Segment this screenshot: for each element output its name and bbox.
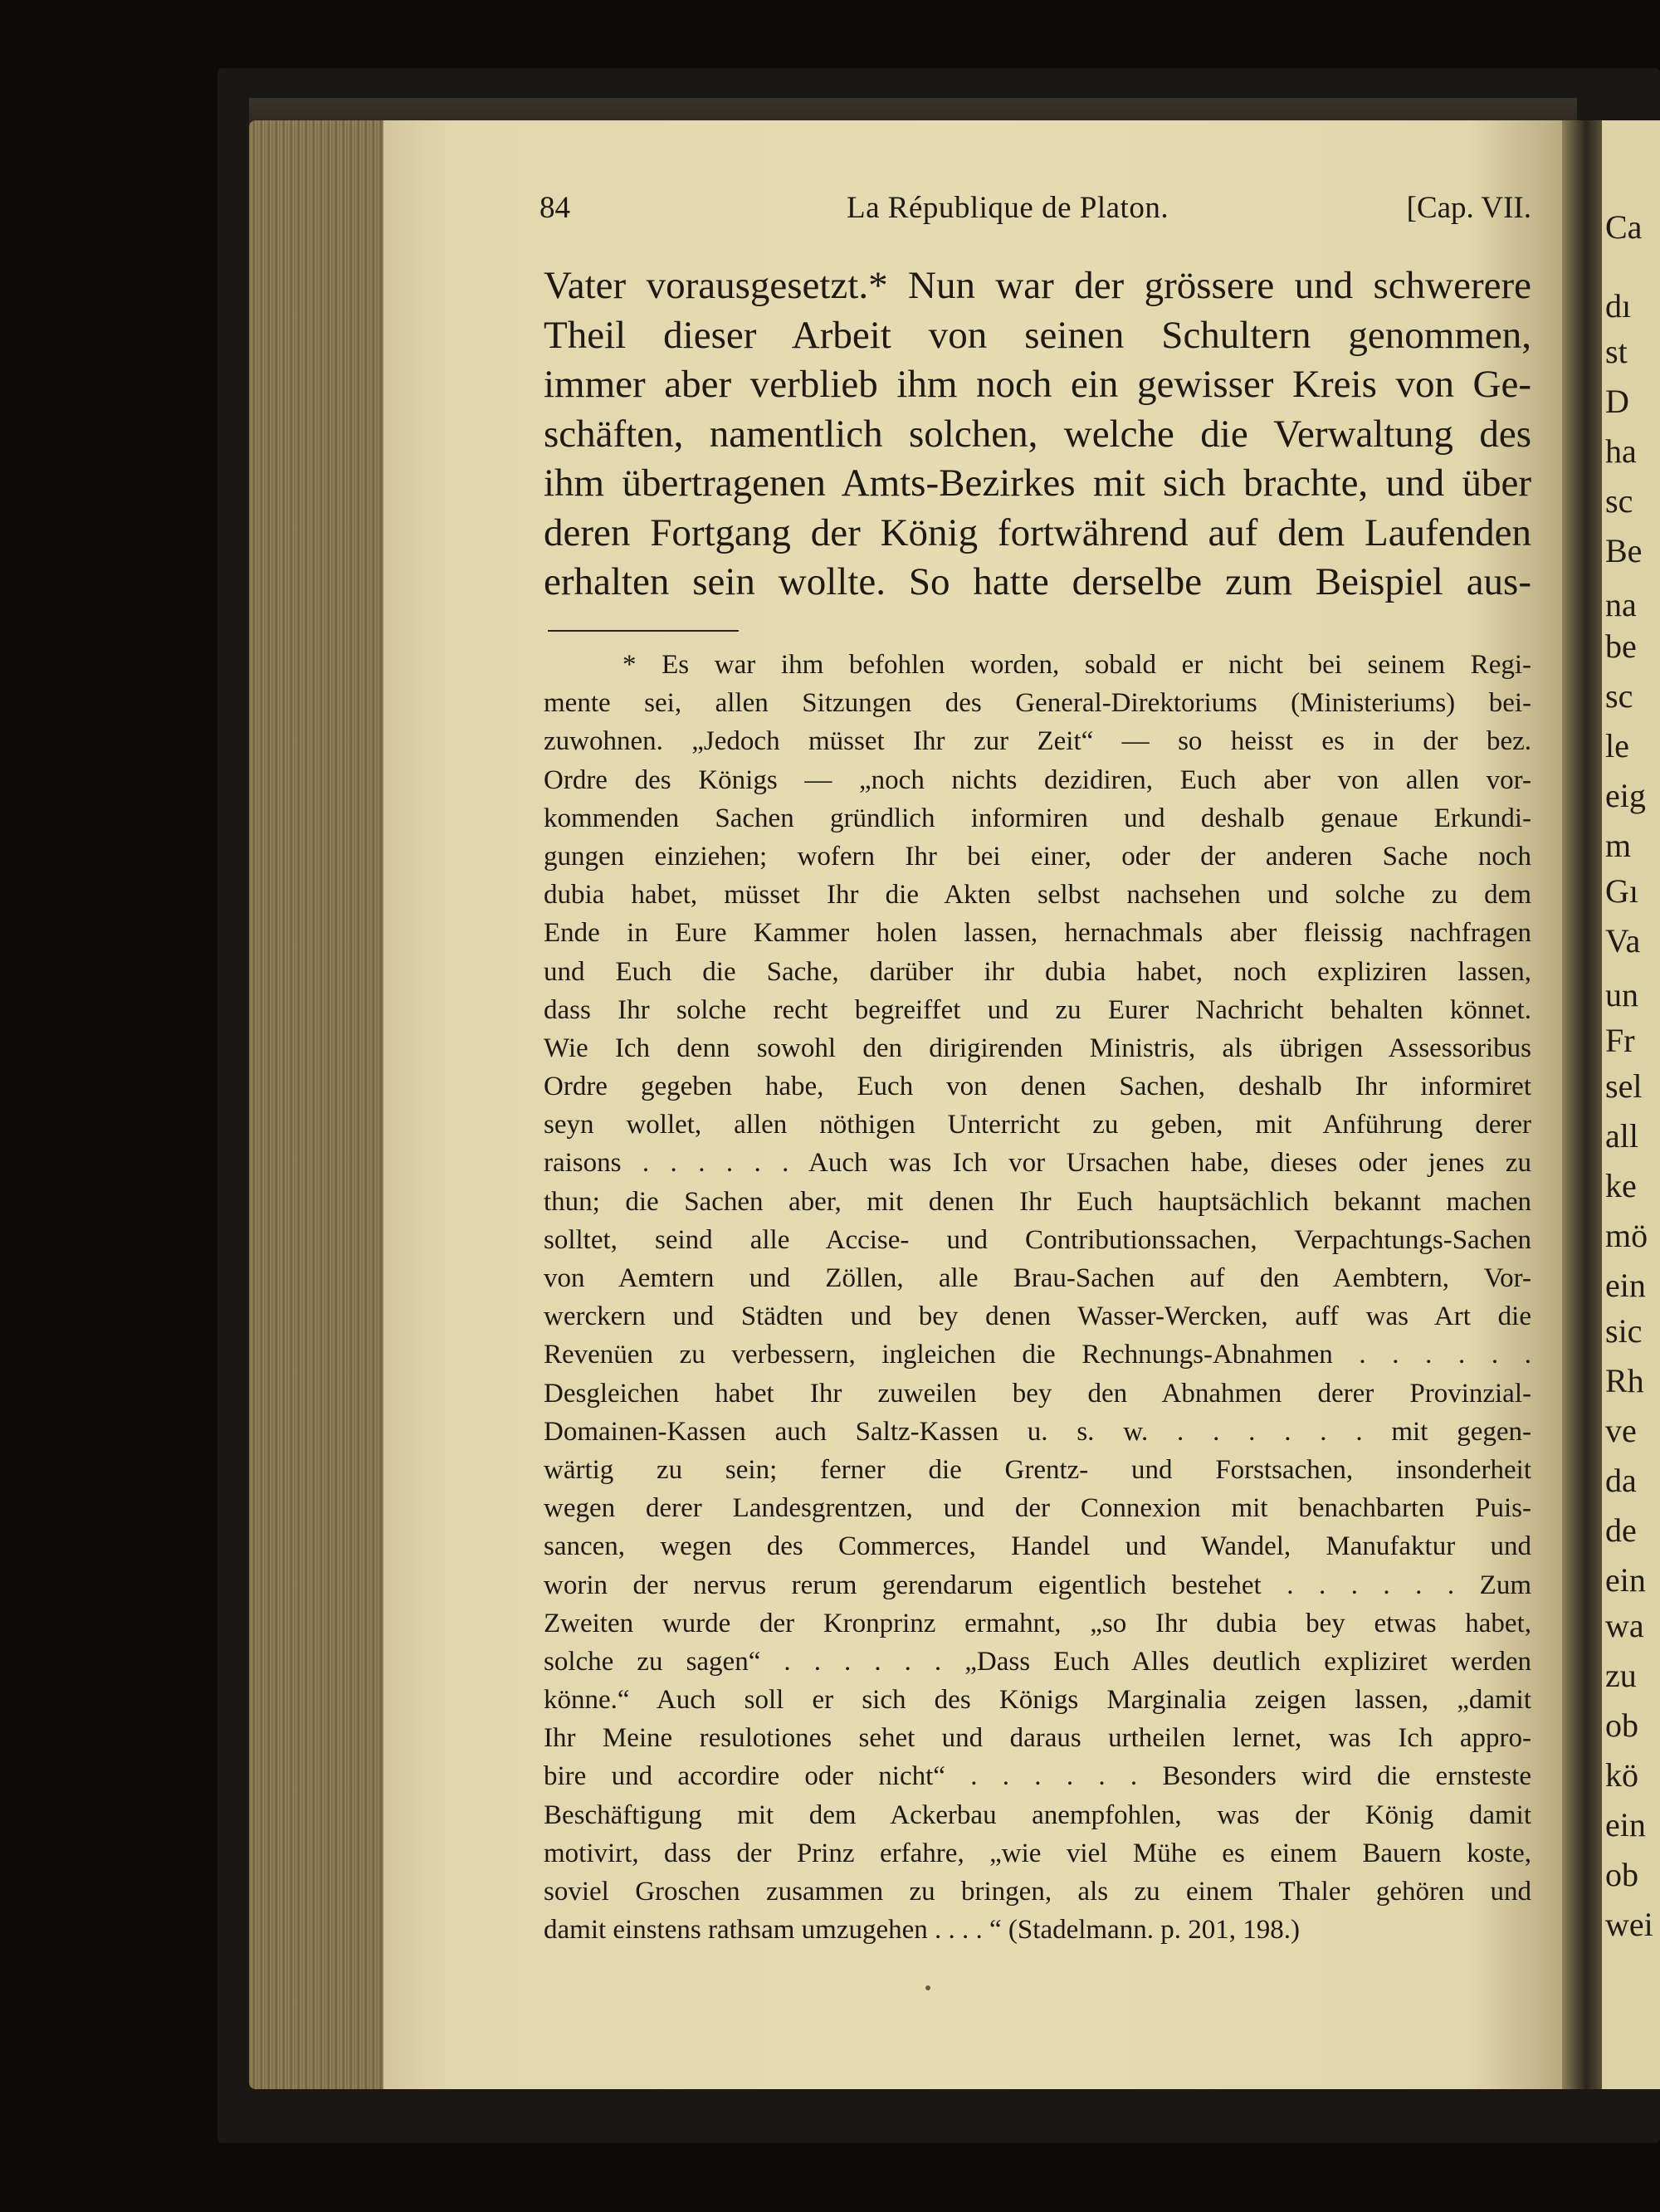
right-page-text-fragment: Ca xyxy=(1605,208,1643,246)
footnote-line: zuwohnen. „Jedoch müsset Ihr zur Zeit“ — so heisst es in der bez. xyxy=(544,726,1531,757)
right-page-text-fragment: ein xyxy=(1605,1806,1646,1843)
right-page-text-fragment: Fr xyxy=(1605,1022,1635,1059)
footnote-line: damit einstens rathsam umzugehen . . . . “ (Stadelmann. p. 201, 198.) xyxy=(544,1915,1300,1946)
right-page-text-fragment: sic xyxy=(1605,1312,1643,1350)
footnote-line: solltet, seind alle Accise- und Contributionssachen, Verpachtungs-Sachen xyxy=(544,1224,1531,1255)
text-line: immer aber verblieb ihm noch ein gewisser Kreis von Ge- xyxy=(544,363,1531,406)
right-page-text-fragment: zu xyxy=(1605,1657,1637,1694)
right-page-text-fragment: D xyxy=(1605,383,1629,420)
text-line: Vater vorausgesetzt.* Nun war der grössere und schwerere xyxy=(544,264,1531,307)
footnote-line: raisons . . . . . . Auch was Ich vor Ursachen habe, dieses oder jenes zu xyxy=(544,1148,1531,1179)
right-page-text-fragment: eig xyxy=(1605,777,1646,814)
footnote-line: bire und accordire oder nicht“ . . . . . . Besonders wird die ernsteste xyxy=(544,1761,1531,1792)
right-page-text-fragment: na xyxy=(1605,586,1637,623)
right-page-text-fragment: ve xyxy=(1605,1412,1637,1449)
footnote-line: thun; die Sachen aber, mit denen Ihr Euch hauptsächlich bekannt machen xyxy=(544,1186,1531,1217)
text-line: erhalten sein wollte. So hatte derselbe zum Beispiel aus- xyxy=(544,560,1531,603)
footnote-line: * Es war ihm befohlen worden, sobald er nicht bei seinem Regi- xyxy=(622,650,1531,680)
footnote-line: worin der nervus rerum gerendarum eigentlich bestehet . . . . . . Zum xyxy=(544,1570,1531,1600)
footnote-line: Zweiten wurde der Kronprinz ermahnt, „so Ihr dubia bey etwas habet, xyxy=(544,1608,1531,1638)
right-page-text-fragment: Gı xyxy=(1605,872,1638,910)
right-page-text-fragment: ob xyxy=(1605,1707,1638,1744)
footnote-line: solche zu sagen“ . . . . . . „Dass Euch Alles deutlich expliziret werden xyxy=(544,1646,1531,1677)
right-page-text-fragment: de xyxy=(1605,1511,1637,1549)
running-title: La République de Platon. xyxy=(847,191,1169,225)
footnote-line: von Aemtern und Zöllen, alle Brau-Sachen auf den Aembtern, Vor- xyxy=(544,1263,1531,1293)
right-page-text-fragment: all xyxy=(1605,1117,1638,1155)
footnote-line: gungen einziehen; wofern Ihr bei einer, oder der anderen Sache noch xyxy=(544,841,1531,872)
running-header xyxy=(540,187,1531,233)
right-page-text-fragment: sc xyxy=(1605,677,1633,715)
right-page-text-fragment: Be xyxy=(1605,532,1643,569)
footnote-line: mente sei, allen Sitzungen des General-Direktoriums (Ministeriums) bei- xyxy=(544,688,1531,719)
right-page-text-fragment: mö xyxy=(1605,1217,1648,1254)
right-page-text-fragment: ha xyxy=(1605,432,1637,470)
right-page-fragment xyxy=(1602,120,1660,2089)
main-text-block xyxy=(544,261,1531,608)
footnote-line: soviel Groschen zusammen zu bringen, als zu einem Thaler gehören und xyxy=(544,1877,1531,1907)
footnote-line: kommenden Sachen gründlich informiren und deshalb genaue Erkundi- xyxy=(544,803,1531,833)
footnote-line: und Euch die Sache, darüber ihr dubia habet, noch expliziren lassen, xyxy=(544,956,1531,987)
footnote-line: Ende in Eure Kammer holen lassen, hernachmals aber fleissig nachfragen xyxy=(544,918,1531,949)
page-number: 84 xyxy=(540,191,570,225)
footnote-line: dubia habet, müsset Ihr die Akten selbst nachsehen und solche zu dem xyxy=(544,880,1531,911)
text-line: Theil dieser Arbeit von seinen Schultern genommen, xyxy=(544,313,1531,357)
right-page-text-fragment: ein xyxy=(1605,1267,1646,1304)
footnote-line: Domainen-Kassen auch Saltz-Kassen u. s. w. . . . . . . mit gegen- xyxy=(544,1416,1531,1447)
footnote-block xyxy=(544,646,1531,1949)
paper-speck xyxy=(925,1985,930,1990)
footnote-line: Revenüen zu verbessern, ingleichen die Rechnungs-Abnahmen . . . . . . xyxy=(544,1340,1531,1370)
right-page-text-fragment: sel xyxy=(1605,1067,1643,1105)
right-page-text-fragment: ob xyxy=(1605,1856,1638,1893)
footnote-line: motivirt, dass der Prinz erfahre, „wie viel Mühe es einem Bauern koste, xyxy=(544,1838,1531,1868)
right-page-text-fragment: le xyxy=(1605,727,1629,764)
right-page-text-fragment: dı xyxy=(1605,287,1632,325)
text-line: deren Fortgang der König fortwährend auf dem Laufenden xyxy=(544,510,1531,554)
footnote-line: Ordre des Königs — „noch nichts dezidiren, Euch aber von allen vor- xyxy=(544,764,1531,795)
footnote-line: sancen, wegen des Commerces, Handel und Wandel, Manufaktur und xyxy=(544,1531,1531,1562)
footnote-line: könne.“ Auch soll er sich des Königs Marginalia zeigen lassen, „damit xyxy=(544,1685,1531,1716)
footnote-line: Ihr Meine resulotiones sehet und daraus urtheilen lernet, was Ich appro- xyxy=(544,1723,1531,1754)
right-page-text-fragment: wa xyxy=(1605,1607,1644,1644)
right-page-text-fragment: st xyxy=(1605,333,1628,370)
footnote-line: dass Ihr solche recht begreiffet und zu Eurer Nachricht behalten könnet. xyxy=(544,994,1531,1025)
text-line: schäften, namentlich solchen, welche die Verwaltung des xyxy=(544,412,1531,456)
right-page-text-fragment: wei xyxy=(1605,1906,1653,1943)
right-page-text-fragment: Va xyxy=(1605,922,1641,960)
footnote-line: Beschäftigung mit dem Ackerbau anempfohlen, was der König damit xyxy=(544,1799,1531,1830)
book-gutter xyxy=(1562,120,1602,2089)
footnote-line: Ordre gegeben habe, Euch von denen Sachen, deshalb Ihr informiret xyxy=(544,1072,1531,1102)
right-page-text-fragment: ke xyxy=(1605,1167,1637,1204)
right-page-text-fragment: da xyxy=(1605,1462,1637,1499)
right-page-text-fragment: Rh xyxy=(1605,1362,1644,1399)
right-page-text-fragment: un xyxy=(1605,976,1638,1013)
right-page-text-fragment: sc xyxy=(1605,482,1633,520)
right-page-text-fragment: be xyxy=(1605,627,1637,665)
chapter-label: [Cap. VII. xyxy=(1406,191,1531,225)
footnote-rule xyxy=(548,630,739,632)
footnote-line: werckern und Städten und bey denen Wasser-Wercken, auff was Art die xyxy=(544,1301,1531,1332)
right-page-text-fragment: m xyxy=(1605,827,1632,864)
footnote-line: wärtig zu sein; ferner die Grentz- und Forstsachen, insonderheit xyxy=(544,1454,1531,1485)
footnote-line: seyn wollet, allen nöthigen Unterricht zu geben, mit Anführung derer xyxy=(544,1110,1531,1140)
footnote-line: Desgleichen habet Ihr zuweilen bey den Abnahmen derer Provinzial- xyxy=(544,1378,1531,1409)
right-page-text-fragment: kö xyxy=(1605,1756,1638,1794)
footnote-line: Wie Ich denn sowohl den dirigirenden Ministris, als übrigen Assessoribus xyxy=(544,1033,1531,1063)
book-cover-bottom xyxy=(1594,2089,1660,2139)
right-page-text-fragment: ein xyxy=(1605,1561,1646,1599)
page-edges xyxy=(249,120,390,2089)
footnote-line: wegen derer Landesgrentzen, und der Connexion mit benachbarten Puis- xyxy=(544,1493,1531,1524)
text-line: ihm übertragenen Amts-Bezirkes mit sich brachte, und über xyxy=(544,461,1531,505)
